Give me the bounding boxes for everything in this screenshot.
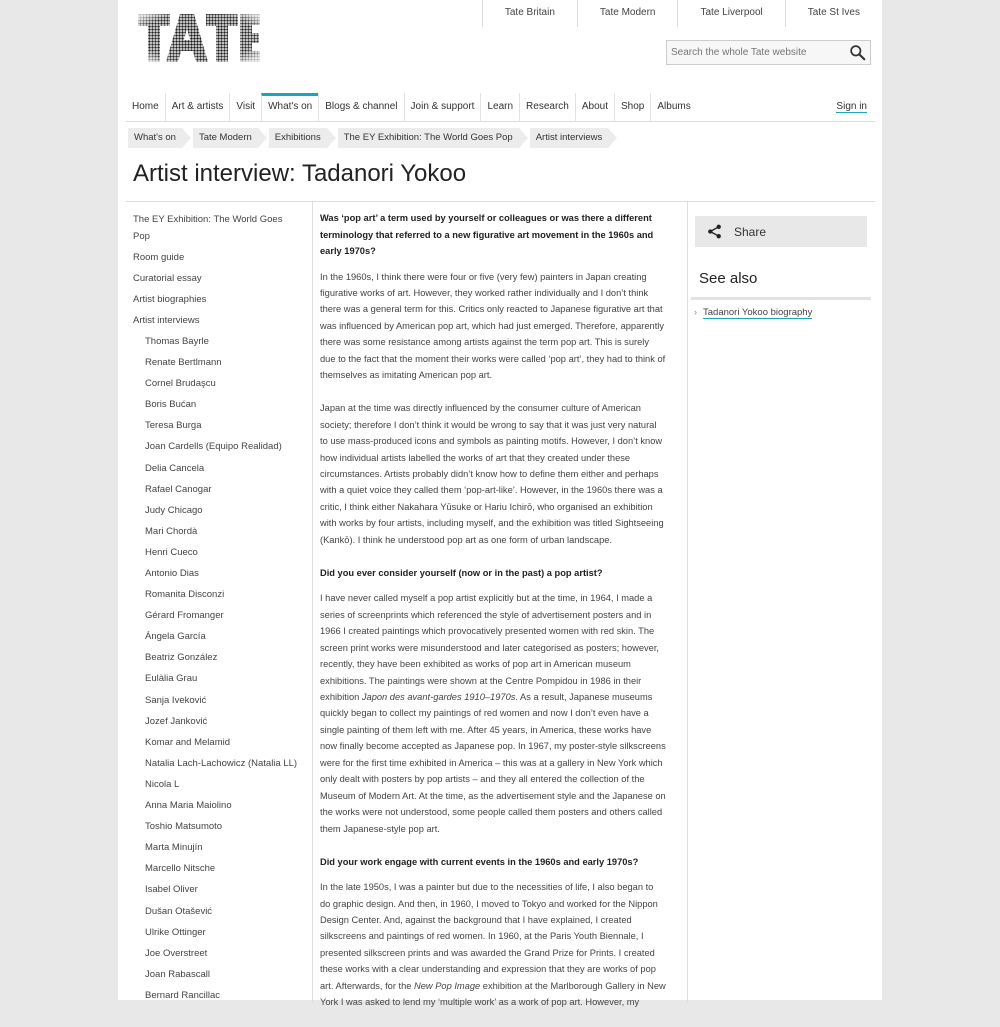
sidebar-artist-item[interactable]: Joan Cardells (Equipo Realidad) [145, 441, 282, 453]
page-title: Artist interview: Tadanori Yokoo [133, 160, 467, 187]
sidebar-item-artist-interviews[interactable]: Artist interviews [133, 314, 200, 326]
sidebar-artist-item[interactable]: Toshio Matsumoto [145, 821, 223, 833]
sidebar-artist-item[interactable]: Renate Bertlmann [145, 357, 222, 369]
title-divider [126, 201, 875, 202]
main-nav [126, 93, 875, 122]
nav-item-research[interactable]: Research [519, 93, 575, 121]
page [118, 0, 882, 1008]
artist-list [133, 334, 301, 1004]
see-also-link[interactable]: Tadanori Yokoo biography [703, 307, 813, 318]
exhibition-title: New Pop Image [414, 980, 481, 991]
sidebar-artist-item[interactable]: Eulàlia Grau [145, 673, 198, 685]
column-divider [312, 202, 313, 1002]
sidebar-nav [133, 212, 301, 1009]
answer-paragraph: Japan at the time was directly influenced by the consumer culture of American society; therefore I don’t think it would be wrong to say that it was just very natural to use mass-produced icons and symbols as painting motifs. However, I don’t know how individual artists labelled the works of art that they created under these circumstances. Artists probably didn’t know how to define them either and perhaps with a quiet voice they called them ‘pop-art-like’. However, in the 1960s there was a critic, I think either Nakahara Yūsuke or Hariu Ichirō, who organised an exhibition with works by four artists, including myself, and the exhibition was titled Sightseeing (Kankō). I think he understood pop art as one form of urban landscape. [320, 403, 664, 545]
tate-logo[interactable] [136, 10, 262, 64]
sidebar-artist-item[interactable]: Antonio Dias [145, 568, 199, 579]
sidebar-artist-item[interactable]: Ángela García [145, 631, 206, 643]
question-1: Was ‘pop art’ a term used by yourself or colleagues or was there a different terminology that referred to a new figurative art movement in the 1960s and early 1970s? [320, 213, 654, 256]
sign-in-link[interactable]: Sign in [836, 101, 867, 112]
sidebar-artist-item[interactable]: Jozef Janković [145, 715, 208, 727]
sidebar-artist-item[interactable]: Judy Chicago [145, 504, 203, 516]
answer-text: In the late 1950s, I was a painter but due to the necessities of life, I also began to do graphic design. And then, in 1960, I moved to Tokyo and worked for the Nippon Design Center. And, against the background that I have explained, I created silkscreens and paintings of red women. In 1960, at the Paris Youth Biennale, I presented silkscreen prints and was awarded the Grand Prize for Prints. I created these works with a clear understanding and expression that they are works of pop art. Afterwards, for the [320, 882, 658, 991]
nav-item-shop[interactable]: Shop [614, 93, 650, 121]
share-label: Share [734, 225, 767, 239]
question-3: Did your work engage with current events in the 1960s and early 1970s? [320, 856, 639, 867]
gallery-links [482, 0, 882, 27]
sidebar-artist-item[interactable]: Dušan Otašević [145, 905, 213, 917]
sidebar-artist-item[interactable]: Romanita Disconzi [145, 589, 225, 601]
sidebar-artist-item[interactable]: Isabel Oliver [145, 884, 198, 896]
share-icon [707, 224, 722, 239]
sidebar-item-room-guide[interactable]: Room guide [133, 251, 185, 263]
answer-text: I have never called myself a pop artist explicitly but at the time, in 1964, I made a series of screenprints which referenced the style of advertisement posters and in 1966 I created paintings which provocatively presented women with red skin. The screen print works were misunderstood and later categorised as posters; however, recently, they have been exhibited as works of pop art in American museum exhibitions. The paintings were shown at the Centre Pompidou in 1986 in their exhibition [320, 593, 659, 702]
nav-item-about[interactable]: About [575, 93, 614, 121]
chevron-right-icon: › [694, 307, 697, 317]
sidebar-artist-item[interactable]: Natalia Lach-Lachowicz (Natalia LL) [145, 757, 298, 769]
gallery-link-tate-britain[interactable]: Tate Britain [482, 0, 577, 27]
gallery-link-tate-st-ives[interactable]: Tate St Ives [785, 0, 882, 27]
sidebar-artist-item[interactable]: Marta Minujín [145, 842, 203, 854]
nav-item-art-artists[interactable]: Art & artists [165, 93, 230, 121]
search-input[interactable] [667, 41, 845, 64]
see-also-divider [691, 297, 871, 300]
breadcrumb-exhibition[interactable]: The EY Exhibition: The World Goes Pop [338, 128, 519, 148]
gallery-link-tate-liverpool[interactable]: Tate Liverpool [677, 0, 784, 27]
column-divider [687, 202, 688, 1002]
sidebar-item-artist-biographies[interactable]: Artist biographies [133, 293, 207, 305]
gallery-link-tate-modern[interactable]: Tate Modern [577, 0, 678, 27]
nav-item-join-support[interactable]: Join & support [404, 93, 481, 121]
sidebar-artist-item[interactable]: Thomas Bayrle [145, 335, 209, 347]
search-icon[interactable] [849, 44, 866, 61]
sidebar-artist-item[interactable]: Mari Chordà [145, 525, 198, 537]
breadcrumb-exhibitions[interactable]: Exhibitions [269, 128, 327, 148]
sidebar-artist-item[interactable]: Ulrike Ottinger [145, 926, 206, 938]
sidebar-item-exhibition[interactable]: The EY Exhibition: The World Goes Pop [133, 214, 283, 242]
nav-item-albums[interactable]: Albums [650, 93, 696, 121]
nav-item-blogs-channel[interactable]: Blogs & channel [318, 93, 403, 121]
sidebar-artist-item[interactable]: Boris Bućan [145, 399, 197, 411]
nav-item-whats-on[interactable]: What's on [261, 93, 318, 121]
logo-text: TATE [136, 10, 139, 11]
sidebar-artist-item[interactable]: Marcello Nitsche [145, 863, 216, 875]
answer-paragraph [320, 879, 666, 1011]
article-body [320, 210, 666, 1027]
nav-item-visit[interactable]: Visit [229, 93, 261, 121]
sidebar-artist-item[interactable]: Komar and Melamid [145, 736, 231, 748]
sidebar-artist-item[interactable]: Bernard Rancillac [145, 989, 220, 1001]
see-also-heading: See also [699, 270, 758, 287]
search-box [666, 40, 871, 65]
answer-text: exhibition at the Marlborough Gallery in New York I was asked to lend my ‘multiple work’ as a work of pop art. However, my [320, 980, 666, 1008]
exhibition-title: Japon des avant-gardes 1910–1970s [361, 691, 516, 702]
sidebar-artist-item[interactable]: Cornel Brudaşcu [145, 378, 216, 390]
answer-paragraph [320, 590, 666, 837]
sidebar-artist-item[interactable]: Rafael Canogar [145, 483, 212, 495]
sidebar-artist-item[interactable]: Teresa Burga [145, 420, 202, 432]
answer-paragraph: In the 1960s, I think there were four or five (very few) painters in Japan creating figurative works of art. However, they worked rather individually and I don’t think there was a general term for this. Critics only reacted to Japanese figurative art that was influenced by American pop art, which had just emerged. Therefore, apparently there was some resistance among artists against the term pop art. This is surely due to the fact that the moment their works were called ‘pop art’, they had to think of themselves as imitating American pop art. [320, 271, 666, 381]
sidebar-item-curatorial-essay[interactable]: Curatorial essay [133, 272, 202, 284]
answer-text: . As a result, Japanese museums quickly began to collect my paintings of red women and now I don’t even have a single painting of them left with me. After 45 years, in America, these works have now finally become accepted as Japanese pop. In 1967, my poster-style silkscreens were for the first time exhibited in America – this was at a gallery in New York which only dealt with posters by pop artists – and they all entered the collection of the Museum of Modern Art. At the time, as the advertisement style and the Japanese on the works were not understood, some people called them posters and others called them Japanese-style pop art. [320, 691, 666, 834]
sidebar-artist-item[interactable]: Joan Rabascall [145, 968, 210, 980]
sidebar-artist-item[interactable]: Joe Overstreet [145, 947, 208, 959]
sidebar-artist-item[interactable]: Delia Cancela [145, 462, 205, 474]
nav-item-home[interactable]: Home [132, 101, 159, 112]
sidebar-artist-item[interactable]: Gérard Fromanger [145, 610, 224, 622]
breadcrumb-whats-on[interactable]: What's on [128, 128, 182, 148]
question-2: Did you ever consider yourself (now or in the past) a pop artist? [320, 567, 603, 578]
sidebar-artist-item[interactable]: Henri Cueco [145, 546, 198, 558]
sidebar-artist-item[interactable]: Anna Maria Maiolino [145, 800, 232, 812]
breadcrumb [128, 128, 619, 148]
sidebar-artist-item[interactable]: Nicola L [145, 778, 180, 790]
breadcrumb-artist-interviews[interactable]: Artist interviews [530, 128, 609, 148]
sidebar-artist-item[interactable]: Sanja Iveković [145, 694, 207, 706]
breadcrumb-tate-modern[interactable]: Tate Modern [193, 128, 258, 148]
nav-item-learn[interactable]: Learn [480, 93, 519, 121]
sidebar-artist-item[interactable]: Beatriz González [145, 652, 218, 664]
share-button[interactable] [695, 216, 867, 247]
